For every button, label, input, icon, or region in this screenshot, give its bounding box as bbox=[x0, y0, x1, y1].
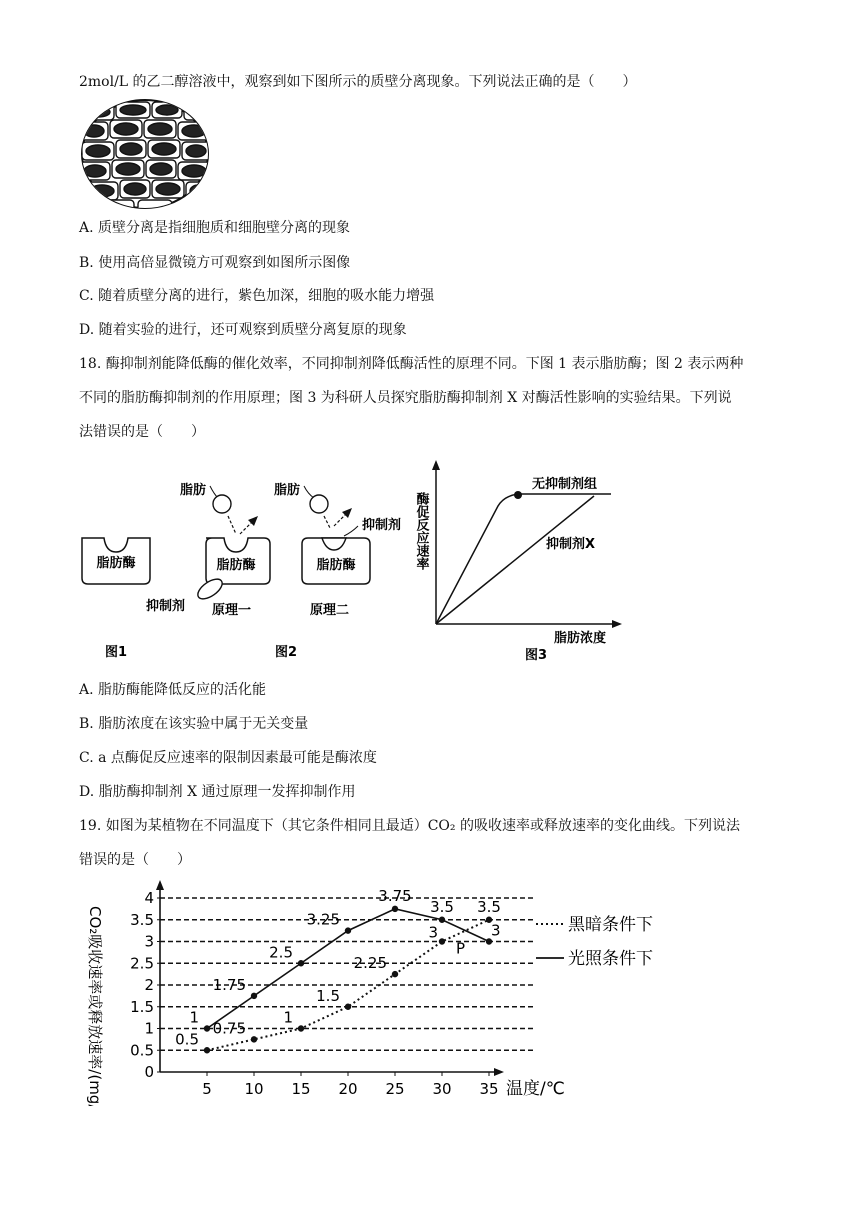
fig2-principle-two: 原理二 bbox=[310, 603, 350, 618]
chart-ylabel: CO₂吸收速率或释放速率/(mg/h) bbox=[86, 906, 104, 1106]
fig3-curve-no-inhibitor: 无抑制剂组 bbox=[532, 477, 598, 492]
dark-point bbox=[345, 1004, 351, 1010]
q19-stem-line1: 19. 如图为某植物在不同温度下（其它条件相同且最适）CO₂ 的吸收速率或释放速率的变化曲线。下列说法 bbox=[79, 818, 740, 834]
plasmolysis-micrograph bbox=[80, 98, 210, 210]
fig2a-fat-label: 脂肪 bbox=[180, 483, 207, 498]
fig1-enzyme-label: 脂肪酶 bbox=[96, 556, 136, 571]
light-value-label: 3.25 bbox=[306, 910, 340, 929]
light-value-label: 3.5 bbox=[430, 897, 454, 916]
q19-stem-line2: 错误的是（ ） bbox=[79, 852, 191, 868]
dark-point bbox=[486, 917, 492, 923]
light-point bbox=[204, 1025, 210, 1031]
light-point bbox=[439, 917, 445, 923]
light-value-label: 2.5 bbox=[269, 943, 293, 962]
fig2b-inhibitor-label: 抑制剂 bbox=[362, 518, 402, 533]
light-series-line bbox=[207, 909, 489, 1029]
dark-point bbox=[298, 1025, 304, 1031]
y-tick-label: 4 bbox=[144, 889, 154, 907]
dark-value-label: 2.25 bbox=[353, 954, 387, 973]
dark-point bbox=[439, 938, 445, 944]
dark-point bbox=[251, 1036, 257, 1042]
fig2-principle-one: 原理一 bbox=[212, 603, 252, 618]
y-tick-label: 2.5 bbox=[130, 954, 154, 973]
q18-stem-line1: 18. 酶抑制剂能降低酶的催化效率，不同抑制剂降低酶活性的原理不同。下图 1 表示脂肪酶；图 2 表示两种 bbox=[79, 356, 744, 372]
light-value-label: 1.75 bbox=[212, 975, 246, 994]
fig3-xlabel: 脂肪浓度 bbox=[554, 631, 607, 646]
light-value-label: 3 bbox=[491, 921, 501, 940]
y-tick-label: 0.5 bbox=[130, 1041, 154, 1060]
x-tick-label: 35 bbox=[479, 1080, 499, 1098]
dark-point bbox=[392, 971, 398, 977]
fig2b-enzyme-label: 脂肪酶 bbox=[316, 558, 356, 573]
fig3-caption: 图3 bbox=[524, 648, 548, 663]
enzyme-inhibitor-figure bbox=[76, 456, 636, 668]
q18-option-d: D. 脂肪酶抑制剂 X 通过原理一发挥抑制作用 bbox=[79, 784, 356, 800]
fig2-caption: 图2 bbox=[274, 645, 298, 660]
y-tick-label: 3.5 bbox=[130, 910, 154, 929]
dark-value-label: 1.5 bbox=[316, 986, 340, 1005]
dark-value-label: 3 bbox=[428, 923, 438, 942]
q17-option-b: B. 使用高倍显微镜方可观察到如图所示图像 bbox=[79, 255, 351, 271]
light-point bbox=[392, 906, 398, 912]
y-tick-label: 1.5 bbox=[130, 997, 154, 1016]
q17-option-d: D. 随着实验的进行，还可观察到质壁分离复原的现象 bbox=[79, 322, 407, 338]
q18-option-b: B. 脂肪浓度在该实验中属于无关变量 bbox=[79, 716, 309, 732]
point-p-label: P bbox=[456, 939, 466, 958]
legend-light-label: 光照条件下 bbox=[568, 949, 653, 969]
y-tick-label: 2 bbox=[144, 976, 154, 994]
x-tick-label: 30 bbox=[432, 1080, 452, 1098]
q18-option-c: C. a 点酶促反应速率的限制因素最可能是酶浓度 bbox=[79, 750, 377, 766]
fig3-point-a bbox=[514, 491, 522, 499]
q18-option-a: A. 脂肪酶能降低反应的活化能 bbox=[79, 682, 267, 698]
fig2a-enzyme-label: 脂肪酶 bbox=[216, 558, 256, 573]
y-tick-label: 3 bbox=[144, 932, 154, 951]
x-axis-arrow bbox=[494, 1068, 504, 1076]
chart-xlabel: 温度/℃ bbox=[506, 1079, 565, 1099]
q17-option-c: C. 随着质壁分离的进行，紫色加深，细胞的吸水能力增强 bbox=[79, 288, 435, 304]
fig3-curve-inhibitor-x: 抑制剂X bbox=[546, 537, 596, 552]
x-tick-label: 15 bbox=[291, 1080, 311, 1098]
co2-rate-chart bbox=[76, 876, 686, 1106]
light-value-label: 1 bbox=[189, 1008, 199, 1027]
x-tick-label: 10 bbox=[244, 1080, 264, 1098]
dark-value-label: 0.75 bbox=[212, 1019, 246, 1038]
legend-dark-label: 黑暗条件下 bbox=[568, 915, 653, 935]
dark-value-label: 3.5 bbox=[477, 897, 501, 916]
y-axis-arrow bbox=[156, 880, 164, 890]
q18-stem-line2: 不同的脂肪酶抑制剂的作用原理；图 3 为科研人员探究脂肪酶抑制剂 X 对酶活性影响的实验结果。下列说 bbox=[79, 390, 732, 406]
y-tick-label: 1 bbox=[144, 1019, 154, 1038]
light-point bbox=[251, 993, 257, 999]
light-point bbox=[345, 927, 351, 933]
dark-value-label: 1 bbox=[283, 1008, 293, 1027]
fig2a-inhibitor-label: 抑制剂 bbox=[146, 599, 186, 614]
fig1-caption: 图1 bbox=[104, 645, 128, 660]
fig3-ylabel: 酶促反应速率 bbox=[413, 492, 429, 570]
y-tick-label: 0 bbox=[144, 1063, 154, 1081]
light-value-label: 3.75 bbox=[378, 886, 412, 905]
dark-value-label: 0.5 bbox=[175, 1030, 199, 1049]
q17-stem: 2mol/L 的乙二醇溶液中，观察到如下图所示的质壁分离现象。下列说法正确的是（ ） bbox=[79, 74, 637, 90]
x-tick-label: 20 bbox=[338, 1080, 358, 1098]
x-tick-label: 25 bbox=[385, 1080, 405, 1098]
fig2b-fat-label: 脂肪 bbox=[274, 483, 301, 498]
q17-option-a: A. 质壁分离是指细胞质和细胞壁分离的现象 bbox=[79, 220, 351, 236]
q18-stem-line3: 法错误的是（ ） bbox=[79, 424, 205, 440]
x-tick-label: 5 bbox=[202, 1080, 212, 1098]
dark-point bbox=[204, 1047, 210, 1053]
light-point bbox=[298, 960, 304, 966]
